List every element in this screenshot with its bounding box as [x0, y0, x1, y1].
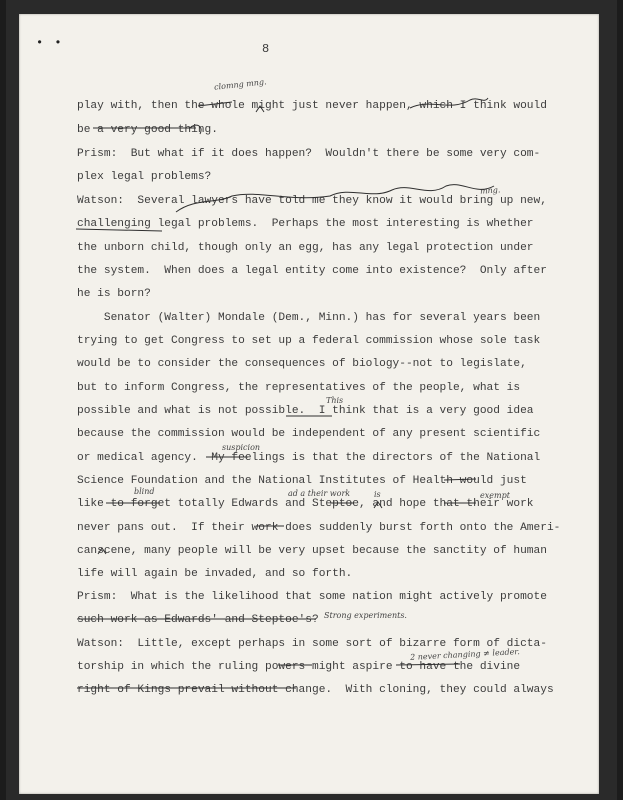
text-line: be a very good thing. — [77, 124, 218, 136]
handwritten-note: This — [326, 396, 344, 405]
text-line: torship in which the ruling powers might aspire to have the divine — [77, 661, 521, 673]
text-line: Science Foundation and the National Institutes of Health would just — [77, 475, 527, 487]
text-line: life will again be invaded, and so forth. — [77, 568, 353, 580]
text-line: play with, then the whole might just never happen, which I think would — [77, 100, 547, 112]
text-line: Prism: But what if it does happen? Wouldn't there be some very com- — [77, 148, 541, 160]
text-line: like to forget totally Edwards and Steptoe, and hope that their work — [77, 498, 534, 510]
handwritten-note: blind — [134, 487, 155, 496]
text-line: but to inform Congress, the representatives of the people, what is — [77, 382, 521, 394]
text-line: possible and what is not possible. I think that is a very good idea — [77, 405, 534, 417]
text-line: he is born? — [77, 288, 151, 300]
handwritten-note: mng. — [479, 185, 501, 196]
text-line: plex legal problems? — [77, 171, 212, 183]
text-line: trying to get Congress to set up a federal commission whose sole task — [77, 335, 541, 347]
handwritten-note: 2 never changing ≠ leader. — [409, 647, 521, 662]
text-line: or medical agency. My feelings is that the directors of the National — [77, 452, 541, 464]
handwritten-note: is — [374, 490, 381, 499]
text-line: never pans out. If their work does suddenly burst forth onto the Ameri- — [77, 522, 561, 534]
text-line: canscene, many people will be very upset because the sanctity of human — [77, 545, 547, 557]
text-line: such work as Edwards' and Steptoe's? — [77, 614, 319, 626]
text-line: right of Kings prevail without change. With cloning, they could always — [77, 684, 554, 696]
page-number: 8 — [262, 42, 270, 56]
handwritten-note: suspicion — [222, 443, 261, 452]
text-line: challenging legal problems. Perhaps the most interesting is whether — [77, 218, 534, 230]
corner-mark: • • — [36, 36, 64, 50]
text-line: the system. When does a legal entity come into existence? Only after — [77, 265, 547, 277]
handwritten-note: ad a their work — [288, 489, 351, 498]
handwritten-note: exempt — [480, 491, 510, 500]
handwritten-note: clomng mng. — [213, 77, 267, 92]
text-line: Watson: Little, except perhaps in some sort of bizarre form of dicta- — [77, 638, 547, 650]
text-line: Senator (Walter) Mondale (Dem., Minn.) has for several years been — [77, 312, 541, 324]
text-line: Prism: What is the likelihood that some nation might actively promote — [77, 591, 547, 603]
text-line: Watson: Several lawyers have told me they know it would bring up new, — [77, 195, 547, 207]
text-line: would be to consider the consequences of biology--not to legislate, — [77, 358, 527, 370]
text-line: the unborn child, though only an egg, has any legal protection under — [77, 242, 534, 254]
handwritten-note: Strong experiments. — [324, 611, 407, 620]
text-line: because the commission would be independent of any present scientific — [77, 428, 541, 440]
